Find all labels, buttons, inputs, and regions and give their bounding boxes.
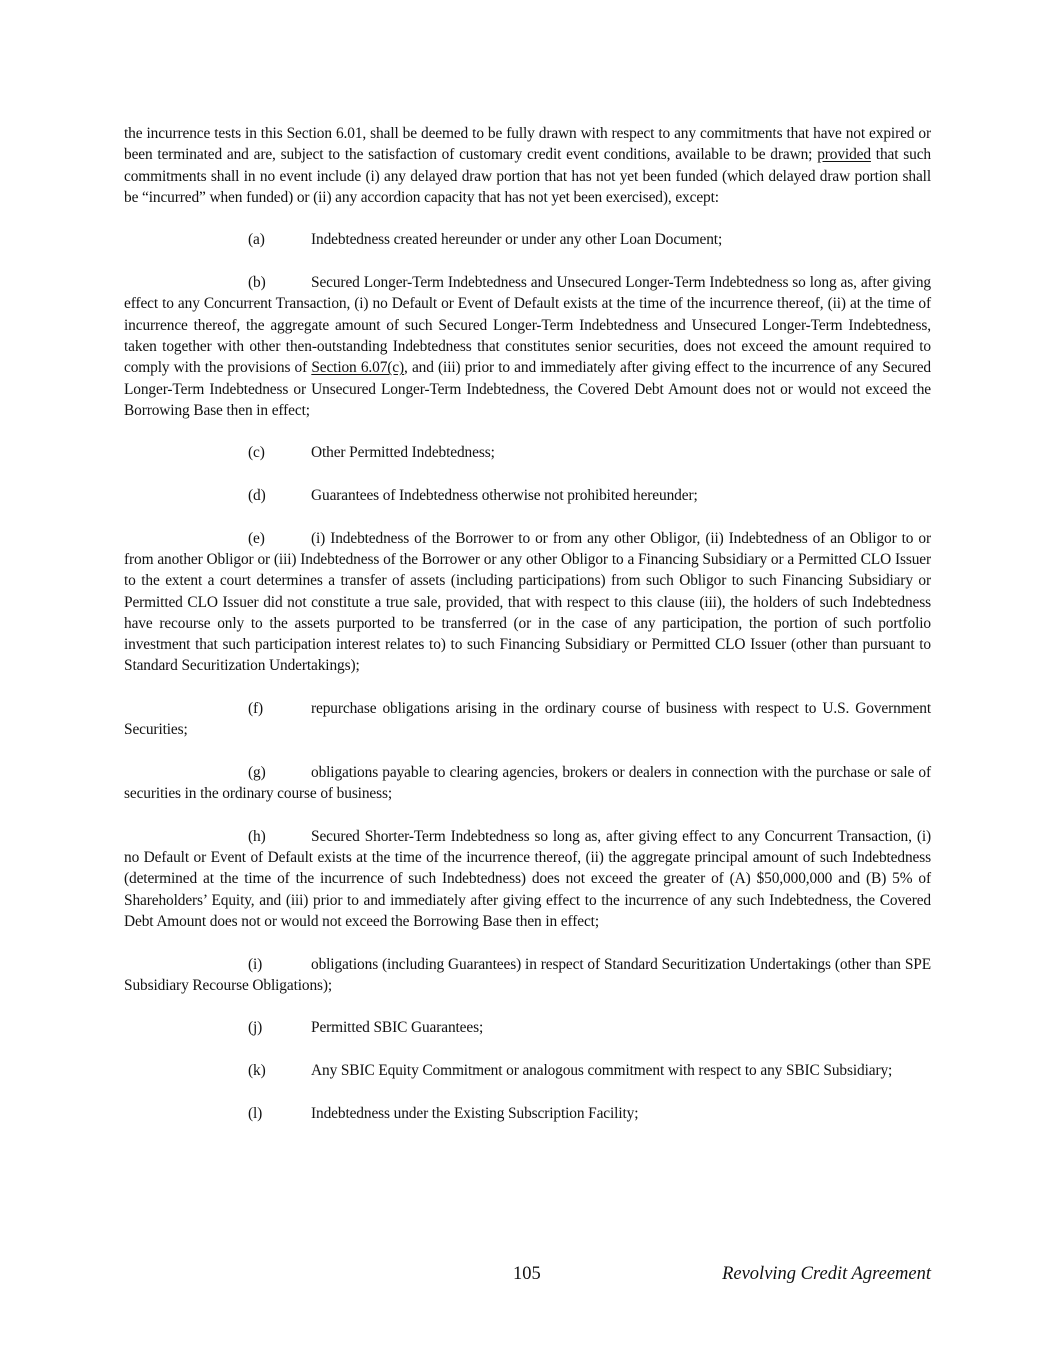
clause-label: (k) bbox=[248, 1062, 266, 1080]
clause-label: (i) bbox=[248, 955, 263, 973]
clause-f bbox=[124, 698, 931, 741]
document-body bbox=[124, 123, 931, 1145]
clause-label: (d) bbox=[248, 487, 266, 505]
clause-k bbox=[124, 1060, 931, 1081]
clause-i bbox=[124, 954, 931, 997]
section-reference: Section 6.07(c) bbox=[311, 359, 405, 377]
clause-text: Indebtedness under the Existing Subscription Facility; bbox=[311, 1104, 639, 1122]
page-number: 105 bbox=[513, 1264, 541, 1284]
clause-text: Indebtedness created hereunder or under any other Loan Document; bbox=[311, 231, 723, 249]
clause-label: (f) bbox=[248, 700, 264, 718]
clause-text-cont: , and (iii) prior to and immediately after giving effect to the incurrence of any Secured Longer-Term Indebtedness or Unsecured Longer-Term Indebtedness, the Covered Debt Amount does not or would not exceed the Borrowing Base then in effect; bbox=[124, 359, 932, 419]
intro-paragraph bbox=[124, 123, 931, 208]
clause-label: (e) bbox=[248, 529, 265, 547]
clause-text: repurchase obligations arising in the ordinary course of business with respect to U.S. Government Securities; bbox=[124, 700, 931, 739]
clause-text: obligations payable to clearing agencies, brokers or dealers in connection with the purchase or sale of securities in the ordinary course of business; bbox=[124, 763, 931, 803]
clause-label: (c) bbox=[248, 444, 265, 462]
clause-text: Secured Shorter-Term Indebtedness so long as, after giving effect to any Concurrent Transaction, (i) no Default or Event of Default exists at the time of the incurrence thereof, (ii) the aggregate principal amount of such Indebtedness (determined at the time of the incurrence of such Indebtedness) does not exceed the greater of (A) $50,000,000 and (B) 5% of Shareholders’ Equity, and (iii) prior to and immediately after giving effect to the incurrence of any such Indebtedness, the Covered Debt Amount does not or would not exceed the Borrowing Base then in effect; bbox=[124, 827, 931, 930]
clause-label: (b) bbox=[248, 274, 266, 292]
clause-text: obligations (including Guarantees) in respect of Standard Securitization Undertakings (other than SPE Subsidiary Recourse Obligations); bbox=[124, 955, 931, 994]
clause-d bbox=[124, 485, 931, 506]
page-footer bbox=[124, 1264, 931, 1288]
clause-h bbox=[124, 826, 931, 932]
clause-text: Any SBIC Equity Commitment or analogous commitment with respect to any SBIC Subsidiary; bbox=[311, 1062, 893, 1080]
clause-text: (i) Indebtedness of the Borrower to or from any other Obligor, (ii) Indebtedness of an Obligor to or from another Obligor or (iii) Indebtedness of the Borrower or any other Obligor to a Financing Subsidiary or a Permitted CLO Issuer to the extent a court determines a transfer of assets (including participations) from such Obligor to such Financing Subsidiary or Permitted CLO Issuer did not constitute a true sale, provided, that with respect to this clause (iii), the holders of such Indebtedness have recourse only to the assets purported to be transferred (or in the case of any participation, the portion of such portfolio investment that such participation interest relates to) to such Financing Subsidiary or Permitted CLO Issuer (other than pursuant to Standard Securitization Undertakings); bbox=[124, 529, 931, 675]
clause-text: Guarantees of Indebtedness otherwise not prohibited hereunder; bbox=[311, 487, 698, 505]
clause-label: (a) bbox=[248, 231, 265, 249]
underlined-term: provided bbox=[817, 146, 871, 164]
clause-text: Secured Longer-Term Indebtedness and Unsecured Longer-Term Indebtedness so long as, after giving effect to any Concurrent Transaction, (i) no Default or Event of Default exists at the time of the incurrence thereof, (ii) at the time of incurrence thereof, the aggregate amount of such Secured Longer-Term Indebtedness and Unsecured Longer-Term Indebtedness, taken together with other then-outstanding Indebtedness that constitutes senior securities, does not exceed the amount required to comply with the provisions of bbox=[124, 274, 931, 377]
document-title: Revolving Credit Agreement bbox=[722, 1264, 931, 1284]
clause-label: (j) bbox=[248, 1019, 263, 1037]
clause-e bbox=[124, 528, 931, 677]
clause-text: Permitted SBIC Guarantees; bbox=[311, 1019, 484, 1037]
clause-label: (h) bbox=[248, 827, 266, 845]
intro-text: the incurrence tests in this Section 6.01, shall be deemed to be fully drawn with respect to any commitments that have not expired or been terminated and are, subject to the satisfaction of customary credit event conditions, available to be drawn; bbox=[124, 125, 931, 164]
intro-text-cont: that such commitments shall in no event include (i) any delayed draw portion that has not yet been funded (which delayed draw portion shall be “incurred” when funded) or (ii) any accordion capacity that has not yet been exercised), except: bbox=[124, 146, 931, 206]
clause-g bbox=[124, 762, 931, 805]
clause-l bbox=[124, 1103, 931, 1124]
clause-j bbox=[124, 1017, 931, 1038]
clause-text: Other Permitted Indebtedness; bbox=[311, 444, 495, 462]
clause-label: (g) bbox=[248, 763, 266, 781]
clause-a bbox=[124, 229, 931, 250]
clause-b bbox=[124, 272, 931, 421]
clause-label: (l) bbox=[248, 1104, 263, 1122]
clause-c bbox=[124, 442, 931, 463]
